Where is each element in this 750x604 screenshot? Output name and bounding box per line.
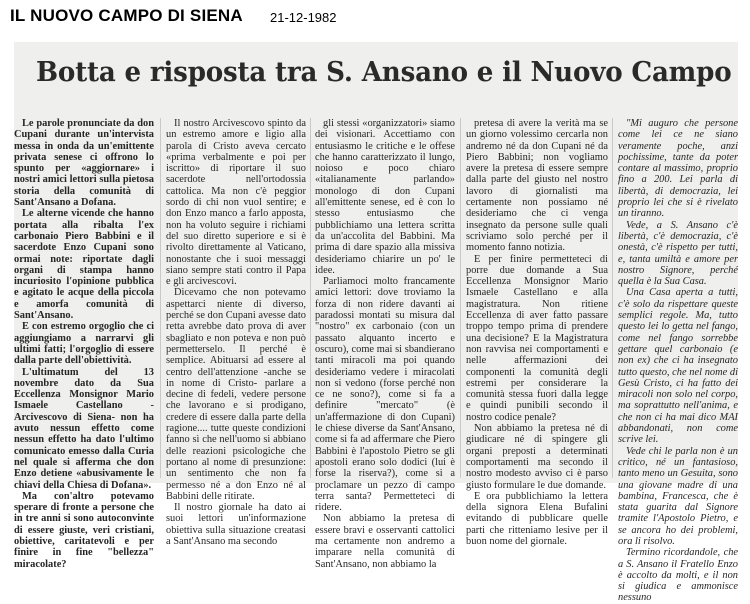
article-paragraph: Le parole pronunciate da don Cupani durante un'intervista messa in onda da un'emittente privata senese ci offrono lo spunto per «aggiornare» i nostri amici lettori sulla pietosa storia della comunità di Sant'Ansano a Dofana. <box>14 118 154 209</box>
newspaper-masthead: IL NUOVO CAMPO DI SIENA <box>10 6 243 25</box>
article-headline: Botta e risposta tra S. Ansano e il Nuovo Campo <box>36 56 732 88</box>
article-paragraph: Dicevamo che non potevamo aspettarci niente di diverso, perché se don Cupani avesse dato retta avrebbe dato prova di aver sbagliato e non poteva e non può permetterselo. Il perché è semplice. Abituarsi ad essere al centro dell'attenzione -anche se in nome di Cristo- parlare a decine di fedeli, vedere persone che lavorano e si prodigano, credere di essere dalla parte della ragione.... tutte queste condizioni fanno sì che nell'uomo si abbiano delle reazioni psicologiche che portano al nome di presunzione: un sentimento che non fa permesso né a don Enzo né al Babbini delle ritirate. <box>166 287 306 502</box>
article-column-1 <box>14 118 154 570</box>
article-column-3 <box>315 118 455 570</box>
column-divider <box>310 118 311 478</box>
article-paragraph: "Mi auguro che persone come lei ce ne siano veramente poche, anzi pochissime, tante da poter contare al massimo, proprio fino a 200. Lei parla di libertà, di democrazia, lei proprio lei che si è rivelato un tiranno. <box>618 118 738 220</box>
column-divider <box>460 118 461 478</box>
column-divider <box>612 118 613 478</box>
article-paragraph: Vede, a S. Ansano c'è libertà, c'è democrazia, c'è onestà, c'è rispetto per tutti, e, tanta umiltà e amore per nostro Signore, perché quella è la Sua Casa. <box>618 219 738 288</box>
article-column-5-letter <box>618 118 738 604</box>
article-paragraph: Una Casa aperta a tutti, c'è solo da rispettare queste semplici regole. Ma, tutto questo lei lo getta nel fango, come nel fango sorrebbe gettare quel carbonaio (e non ex) che ci ha insegnato tutto questo, che nel nome di Gesù Cristo, ci ha fatto dei miracoli non solo nel corpo, ma soprattutto nell'anima, e che non ci ha mai dico MAI abbandonati, non come scrive lei. <box>618 287 738 446</box>
article-paragraph: E per finire permetteteci di porre due domande a Sua Eccellenza Monsignor Mario Ismaele Castellano e alla magistratura. Non ritiene Eccellenza di aver fatto passare troppo tempo prima di prendere una decisione? E la Magistratura non ravvisa nei comportamenti e nelle affermazioni dei componenti la comunità degli estremi per considerare la comunità stessa fuori dalla legge e quindi punibili secondo il nostro codice penale? <box>466 253 608 423</box>
article-column-2 <box>166 118 306 547</box>
article-paragraph: Non abbiamo la pretesa di essere bravi e osservanti cattolici ma certamente non andremo a imparare nella comunità di Sant'Ansano, non abbiamo la <box>315 513 455 570</box>
article-paragraph: E ora pubblichiamo la lettera della signora Elena Bufalini evitando di pubblicare quelle parti che ritteniamo lesive per il buon nome del giornale. <box>466 490 608 547</box>
article-paragraph: E con estremo orgoglio che ci aggiungiamo a narrarvi gli ultimi fatti; l'orgoglio di essere dalla parte dell'obiettività. <box>14 321 154 367</box>
article-paragraph: gli stessi «organizzatori» siamo dei visionari. Accettiamo con entusiasmo le critiche e le offese che hanno caratterizzato il lungo, noioso e poco chiaro «italianamente parlando» monologo di don Cupani all'emittente senese, ed è con lo stesso entusiasmo che pubblichiamo una lettera scritta da un'accolita del Babbini. Ma prima di dare spazio alla missiva desideriamo chiarire un po' le idee. <box>315 118 455 276</box>
article-paragraph: Le alterne vicende che hanno portata alla ribalta l'ex carbonaio Piero Babbini e il sacerdote Enzo Cupani sono ormai note: riportate dagli organi di stampa hanno incuriosito l'opinione pubblica e agitato le acque della piccola e amorfa comunità di Sant'Ansano. <box>14 208 154 322</box>
article-paragraph: Vede chi le parla non è un critico, né un fantasioso, tanto meno un Gesuita, sono una giovane madre di una bambina, Francesca, che è stata guarita dal Signore tramite l'Apostolo Pietro, e se ancora ho dei problemi, ora li risolvo. <box>618 445 738 547</box>
article-paragraph: Il nostro Arcivescovo spinto da un estremo amore e ligio alla parola di Cristo aveva cercato «prima verbalmente e poi per iscritto» di riportare il suo sacerdote nell'ortodossia cattolica. Ma non c'è peggior sordo di chi non vuol sentire; e don Enzo manco a farlo apposta, non ha voluto seguire i richiami del suo diretto superiore e si è rivolto direttamente al Vaticano, nonostante che i suoi messaggi siano sempre stati contro il Papa e gli arcivescovi. <box>166 118 306 288</box>
issue-date: 21-12-1982 <box>270 10 337 25</box>
article-paragraph: Parliamoci molto francamente amici lettori: dove troviamo la forza di non ridere davanti ai paradossi montati su misura dal "nostro" ex carbonaio (con un passato alquanto incerto e oscuro), come mai si sbandierano tanti miracoli ma poi quando desideriamo vedere i miracolati non si vedono (forse perché non ce ne sono?), come si fa a definire "mercato" (è un'affermazione di don Cupani) le chiese diverse da Sant'Ansano, come si fa ad affermare che Piero Babbini è l'apostolo Pietro se gli apostoli erano solo dodici (lui è forse la riserva?), come si a proclamare un pezzo di campo terra santa? Permetteteci di ridere. <box>315 276 455 514</box>
article-paragraph: Termino ricordandole, che a S. Ansano il Fratello Enzo è accolto da molti, e il non si giudica e ammonisce nessuno <box>618 547 738 604</box>
article-paragraph: Il nostro giornale ha dato ai suoi lettori un'informazione obiettiva sulla situazione creatasi a Sant'Ansano ma secondo <box>166 502 306 547</box>
article-paragraph: Non abbiamo la pretesa né di giudicare né di spingere gli organi preposti a determinati comportamenti ma secondo il nostro modesto avviso ci è parso giusto formulare le due domande. <box>466 423 608 491</box>
article-clipping <box>14 42 738 604</box>
article-paragraph: L'ultimatum del 13 novembre dato da Sua Eccellenza Monsignor Mario Ismaele Castellano -Arcivescovo di Siena- non ha avuto nessun effetto come nessun effetto ha dato l'ultimo comunicato emesso dalla Curia nel quale si afferma che don Enzo detiene «abusivamente le chiavi della Chiesa di Dofana». <box>14 366 154 491</box>
article-column-4 <box>466 118 608 547</box>
column-divider <box>160 118 161 478</box>
article-paragraph: pretesa di avere la verità ma se un giorno volessimo cercarla non andremo né da don Cupani né da Piero Babbini; non vogliamo avere la pretesa di essere sempre dalla parte del giusto nel nostro lavoro di giornalisti ma certamente non possiamo né desideriamo che ci venga insegnato da persone sulle quali scriviamo solo perché per il momento fanno notizia. <box>466 118 608 254</box>
article-paragraph: Ma con'altro potevamo sperare di fronte a persone che in tre anni si sono autoconvinte di essere giuste, veri cristiani, obiettive, caritatevoli e per finire in fine "bellezza" miracolate? <box>14 490 154 570</box>
